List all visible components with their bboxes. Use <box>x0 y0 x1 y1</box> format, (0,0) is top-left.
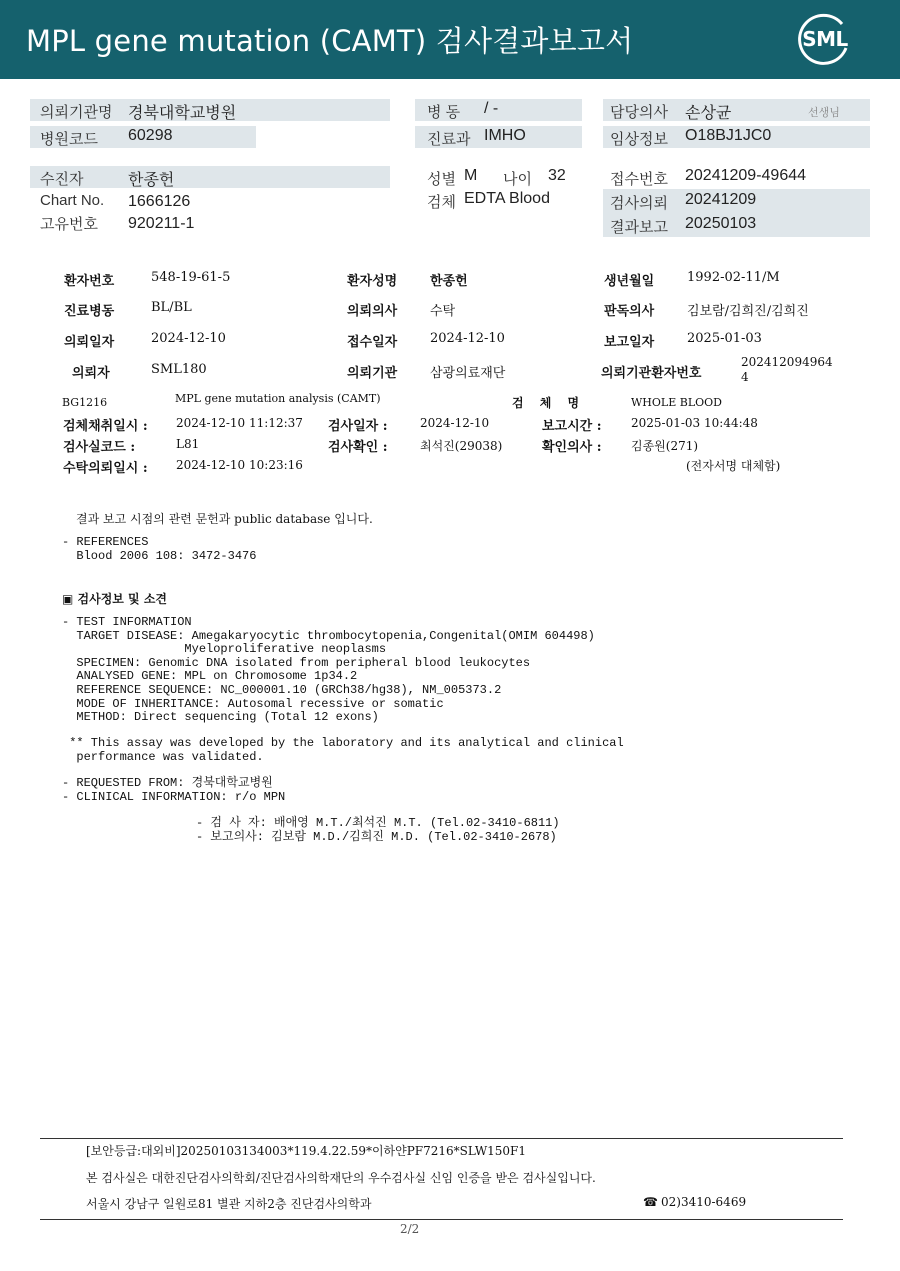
unique-no-label: 고유번호 <box>40 216 98 233</box>
reference-item: Blood 2006 108: 3472-3476 <box>62 548 257 563</box>
security-line: [보안등급:대외비]20250103134003*119.4.22.59*이하얀PF7216*SLW150F1 <box>86 1144 527 1158</box>
report-date-value: 2025-01-03 <box>687 331 762 346</box>
test-info-line: REFERENCE SEQUENCE: NC_000001.10 (GRCh38/hg38), NM_005373.2 <box>62 682 502 697</box>
phone-number: 02)3410-6469 <box>661 1195 747 1209</box>
receipt-date-label: 접수일자 <box>347 335 398 350</box>
clinical-information-line: - CLINICAL INFORMATION: r/o MPN <box>62 789 286 804</box>
patient-label: 수진자 <box>40 171 84 188</box>
verify-doctor-value: 김종원(271) <box>631 439 699 453</box>
institution-patient-no-line2: 4 <box>741 370 749 384</box>
report-header <box>0 0 900 79</box>
sml-logo <box>796 12 854 68</box>
patient-no-value: 548-19-61-5 <box>151 270 231 285</box>
section-heading: ▣ 검사정보 및 소견 <box>62 592 168 606</box>
references-section <box>62 536 256 563</box>
ward-print-label: 진료병동 <box>64 304 115 319</box>
institution-patient-no-label: 의뢰기관환자번호 <box>601 366 702 381</box>
test-request-value: 20241209 <box>685 191 757 208</box>
report-time-label: 보고시간 : <box>542 419 602 434</box>
certification-line: 본 검사실은 대한진단검사의학회/진단검사의학재단의 우수검사실 신임 인증을 받은 검사실입니다. <box>86 1171 596 1185</box>
test-info-line: ANALYSED GENE: MPL on Chromosome 1p34.2 <box>62 669 358 684</box>
consign-label: 수탁의뢰일시 : <box>63 461 148 476</box>
requesting-institution-value: 경북대학교병원 <box>128 105 237 122</box>
test-confirm-label: 검사확인 : <box>328 440 388 455</box>
institution-print-value: 삼광의료재단 <box>430 366 506 381</box>
test-information-section <box>62 616 595 725</box>
requester-label: 의뢰자 <box>72 366 110 381</box>
page-number: 2/2 <box>400 1222 420 1236</box>
test-info-line: SPECIMEN: Genomic DNA isolated from peripheral blood leukocytes <box>62 655 531 670</box>
specimen-value: EDTA Blood <box>464 190 550 207</box>
patient-no-label: 환자번호 <box>64 274 115 289</box>
lab-code-value: L81 <box>176 437 200 451</box>
test-date-value: 2024-12-10 <box>420 416 490 430</box>
tester-line: - 검 사 자: 배애영 M.T./최석진 M.T. (Tel.02-3410-6811) <box>196 816 560 830</box>
footer-divider-top <box>40 1138 843 1139</box>
doctor-suffix: 선생님 <box>808 107 840 119</box>
verify-doctor-label: 확인의사 : <box>542 440 602 455</box>
test-date-label: 검사일자 : <box>328 419 388 434</box>
request-date-value: 2024-12-10 <box>151 331 226 346</box>
specimen-name-value: WHOLE BLOOD <box>631 396 722 409</box>
report-title: MPL gene mutation (CAMT) 검사결과보고서 <box>26 24 634 58</box>
sex-label: 성별 <box>427 171 456 188</box>
references-heading: - REFERENCES <box>62 535 149 549</box>
report-time-value: 2025-01-03 10:44:48 <box>631 416 758 430</box>
chart-no-value: 1666126 <box>128 193 191 210</box>
assay-note-line: performance was validated. <box>62 749 264 764</box>
unique-no-value: 920211-1 <box>128 215 195 232</box>
test-confirm-value: 최석진(29038) <box>420 439 503 453</box>
ward-value: / - <box>484 100 499 117</box>
footer-divider-bottom <box>40 1219 843 1220</box>
collect-label: 검체채취일시 : <box>63 419 148 434</box>
institution-print-label: 의뢰기관 <box>347 366 398 381</box>
result-line: 결과 보고 시점의 관련 문헌과 public database 입니다. <box>76 512 373 526</box>
esign-note: (전자서명 대체함) <box>686 459 781 473</box>
chart-no-label: Chart No. <box>40 192 105 209</box>
request-info <box>62 777 285 804</box>
department-label: 진료과 <box>427 131 471 148</box>
birthdate-label: 생년월일 <box>604 274 655 289</box>
receipt-no-value: 20241209-49644 <box>685 167 807 184</box>
requester-value: SML180 <box>151 362 207 377</box>
assay-note <box>62 737 624 764</box>
test-info-line: TARGET DISEASE: Amegakaryocytic thrombocytopenia,Congenital(OMIM 604498) <box>62 628 595 643</box>
patient-name-label: 환자성명 <box>347 274 398 289</box>
test-info-line: METHOD: Direct sequencing (Total 12 exons) <box>62 710 379 725</box>
test-info-line: - TEST INFORMATION <box>62 615 192 629</box>
ward-label: 병 동 <box>427 104 461 121</box>
requesting-doctor-value: 수탁 <box>430 304 456 319</box>
receipt-date-value: 2024-12-10 <box>430 331 505 346</box>
test-name: MPL gene mutation analysis (CAMT) <box>175 392 381 405</box>
sex-value: M <box>464 167 478 184</box>
phone-icon: ☎ <box>643 1195 658 1209</box>
address-line: 서울시 강남구 일원로81 별관 지하2층 진단검사의학과 <box>86 1197 372 1211</box>
logo-text: SML <box>802 27 848 51</box>
patient-value: 한종헌 <box>128 172 175 189</box>
specimen-label: 검체 <box>427 194 456 211</box>
institution-patient-no-line1: 202412094964 <box>741 355 833 369</box>
signature-block <box>196 817 560 844</box>
reporting-doctor-line: - 보고의사: 김보람 M.D./김희진 M.D. (Tel.02-3410-2678) <box>196 829 557 844</box>
doctor-value: 손상균 <box>685 105 732 122</box>
department-value: IMHO <box>484 127 526 144</box>
reading-doctor-value: 김보람/김희진/김희진 <box>687 304 809 319</box>
collect-value: 2024-12-10 11:12:37 <box>176 416 303 430</box>
report-date-label: 보고일자 <box>604 335 655 350</box>
clinical-info-value: O18BJ1JC0 <box>685 127 772 144</box>
request-date-label: 의뢰일자 <box>64 335 115 350</box>
requesting-doctor-label: 의뢰의사 <box>347 304 398 319</box>
result-report-value: 20250103 <box>685 215 757 232</box>
requesting-institution-label: 의뢰기관명 <box>40 104 113 121</box>
reading-doctor-label: 판독의사 <box>604 304 655 319</box>
info-bar <box>30 166 390 188</box>
consign-value: 2024-12-10 10:23:16 <box>176 458 303 472</box>
ward-print-value: BL/BL <box>151 300 192 315</box>
lab-code-label: 검사실코드 : <box>63 440 136 455</box>
specimen-name-label: 검 체 명 <box>512 396 586 410</box>
requested-from-line: - REQUESTED FROM: 경북대학교병원 <box>62 776 273 790</box>
test-info-line: Myeloproliferative neoplasms <box>62 642 387 657</box>
hospital-code-value: 60298 <box>128 127 173 144</box>
age-value: 32 <box>548 167 566 184</box>
age-label: 나이 <box>503 171 532 188</box>
assay-note-line: ** This assay was developed by the laboratory and its analytical and clinical <box>62 736 624 750</box>
receipt-no-label: 접수번호 <box>610 171 668 188</box>
result-report-label: 결과보고 <box>610 219 668 236</box>
test-code: BG1216 <box>62 396 108 409</box>
doctor-label: 담당의사 <box>610 104 668 121</box>
birthdate-value: 1992-02-11/M <box>687 270 780 285</box>
patient-name-value: 한종헌 <box>430 274 468 289</box>
test-info-line: MODE OF INHERITANCE: Autosomal recessive or somatic <box>62 696 444 711</box>
clinical-info-label: 임상정보 <box>610 131 668 148</box>
hospital-code-label: 병원코드 <box>40 131 98 148</box>
test-request-label: 검사의뢰 <box>610 195 668 212</box>
